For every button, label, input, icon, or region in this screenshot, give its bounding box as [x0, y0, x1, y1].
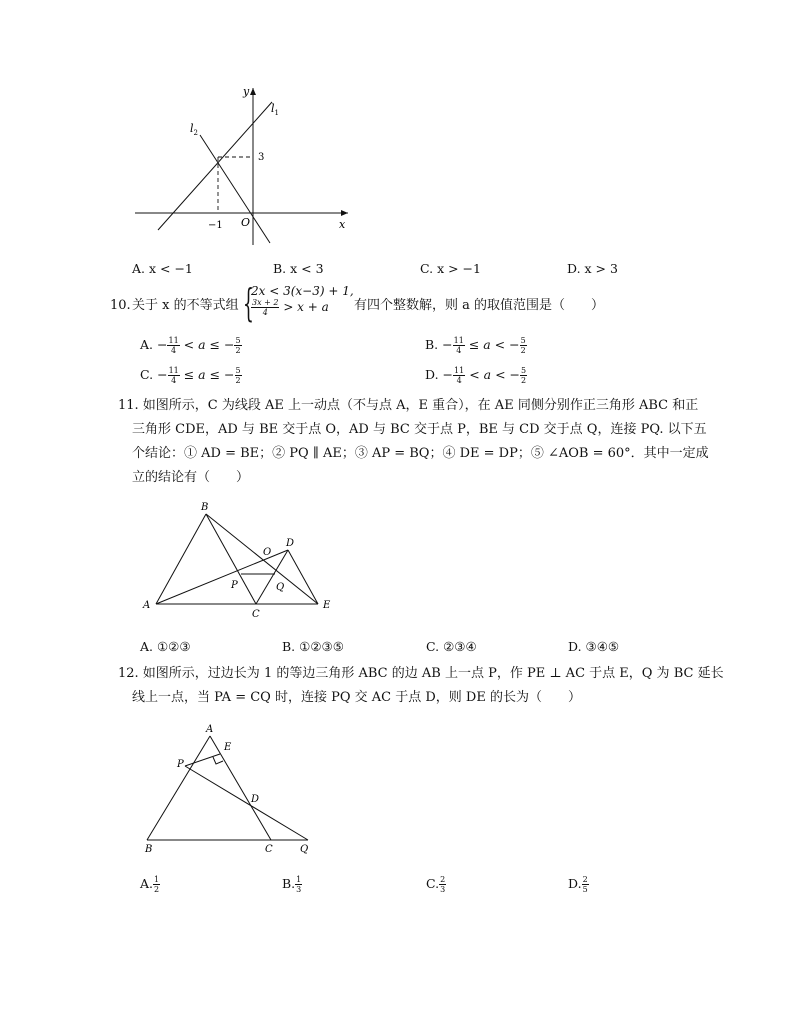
- q12-option-a[interactable]: A. $\frac{1}{2}$: [140, 875, 160, 894]
- q9-graph: [120, 80, 360, 255]
- q12-option-b[interactable]: B. $\frac{1}{3}$: [282, 875, 302, 894]
- q9-option-b[interactable]: B. x < 3: [273, 261, 324, 276]
- q9-option-a[interactable]: A. x < −1: [132, 261, 193, 276]
- q11-option-c[interactable]: C. ②③④: [426, 639, 477, 654]
- ineq2-numerator: 3x + 2: [252, 298, 279, 307]
- origin-label: O: [241, 216, 251, 229]
- line-l1: [158, 102, 272, 230]
- tick-y-label: 3: [258, 152, 265, 163]
- l2-label: $l_2$: [190, 122, 198, 137]
- q10-option-c[interactable]: C. − $\frac{11}{4}$ ≤ a ≤ − $\frac{5}{2}$: [140, 366, 241, 385]
- label-A: A: [143, 600, 151, 611]
- q10-number: 10.: [110, 298, 131, 313]
- x-axis-label: x: [339, 218, 346, 231]
- label-E: E: [224, 742, 232, 753]
- q11-line-1: 11. 如图所示，C 为线段 AE 上一动点（不与点 A，E 重合），在 AE 同侧分别作正三角形 ABC 和正: [118, 398, 699, 413]
- q11-line-3: 个结论：① AD = BE；② PQ ∥ AE；③ AP = BQ；④ DE = DP；⑤ ∠AOB = 60°．其中一定成: [132, 446, 709, 461]
- q10-brace: {: [243, 281, 254, 325]
- q12-option-c[interactable]: C. $\frac{2}{3}$: [426, 875, 446, 894]
- q10-text-before: 关于 x 的不等式组: [132, 298, 239, 313]
- label-D: D: [251, 794, 260, 805]
- label-Q: Q: [300, 844, 309, 855]
- q10-option-a[interactable]: A. − $\frac{11}{4}$ < a ≤ − $\frac{5}{2}$: [140, 336, 241, 355]
- label-A: A: [206, 724, 214, 735]
- ineq2-rest: > x + a: [283, 300, 329, 314]
- label-B: B: [145, 844, 153, 855]
- label-D: D: [286, 538, 295, 549]
- y-axis-label: y: [243, 85, 250, 98]
- q11-option-b[interactable]: B. ①②③⑤: [282, 639, 344, 654]
- label-E: E: [323, 600, 331, 611]
- q10-text-after: 有四个整数解，则 a 的取值范围是（ ）: [354, 298, 605, 313]
- q9-option-d[interactable]: D. x > 3: [567, 261, 618, 276]
- label-C: C: [265, 844, 273, 855]
- q11-line-4: 立的结论有（ ）: [132, 470, 250, 485]
- q11-option-a[interactable]: A. ①②③: [140, 639, 191, 654]
- label-B: B: [201, 502, 209, 513]
- tick-x-label: −1: [208, 220, 223, 231]
- label-P: P: [231, 580, 238, 591]
- q12-line-2: 线上一点，当 PA = CQ 时，连接 PQ 交 AC 于点 D，则 DE 的长为（ ）: [132, 690, 581, 705]
- q10-option-b[interactable]: B. − $\frac{11}{4}$ ≤ a < − $\frac{5}{2}$: [425, 336, 526, 355]
- q12-figure: [138, 720, 328, 860]
- q11-figure: [138, 498, 338, 618]
- q12-option-d[interactable]: D. $\frac{2}{5}$: [568, 875, 588, 894]
- q10-inequality-2: [251, 298, 329, 317]
- ineq2-denominator: 4: [262, 308, 268, 317]
- q10-inequality-1: 2x < 3(x−3) + 1,: [251, 284, 354, 298]
- l1-label: $l_1$: [271, 102, 279, 117]
- label-P: P: [177, 759, 184, 770]
- q12-line-1: 12. 如图所示，过边长为 1 的等边三角形 ABC 的边 AB 上一点 P，作 PE ⊥ AC 于点 E，Q 为 BC 延长: [118, 666, 724, 681]
- q10-option-d[interactable]: D. − $\frac{11}{4}$ < a < − $\frac{5}{2}$: [425, 366, 527, 385]
- q9-option-c[interactable]: C. x > −1: [420, 261, 481, 276]
- q11-line-2: 三角形 CDE，AD 与 BE 交于点 O，AD 与 BC 交于点 P，BE 与 CD 交于点 Q，连接 PQ. 以下五: [132, 422, 707, 437]
- q11-option-d[interactable]: D. ③④⑤: [568, 639, 620, 654]
- label-C: C: [252, 609, 260, 618]
- label-Q: Q: [276, 582, 285, 593]
- label-O: O: [263, 547, 272, 558]
